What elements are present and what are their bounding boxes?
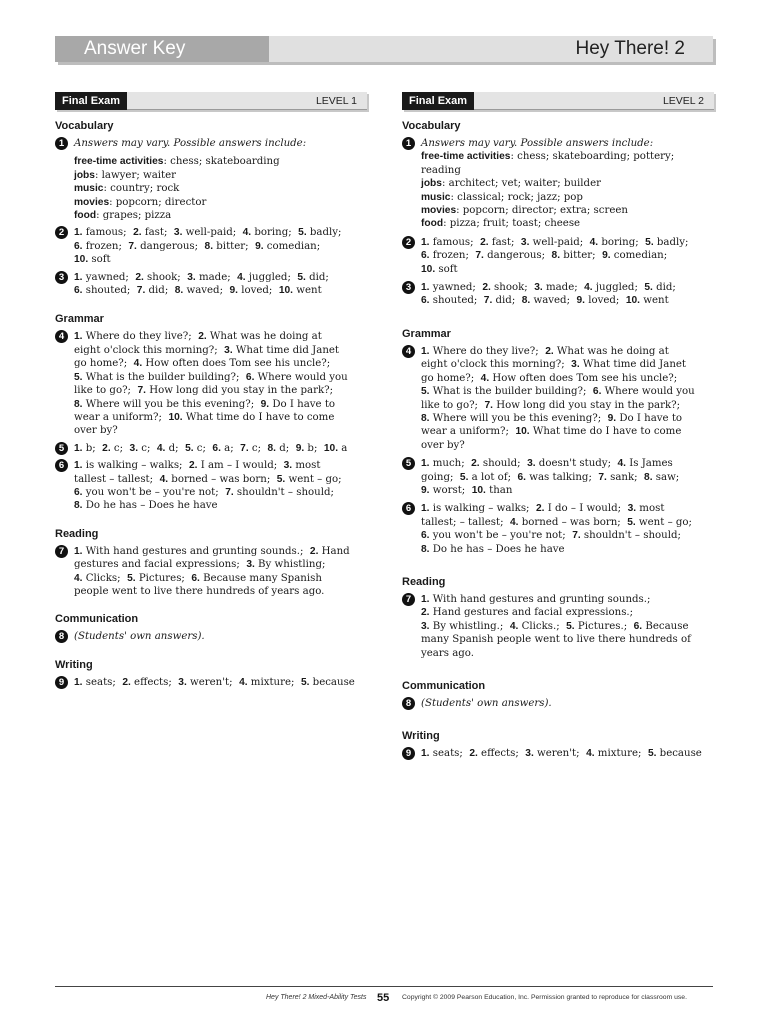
answer-note: Answers may vary. Possible answers include: bbox=[421, 138, 654, 149]
answer-line: 1. Where do they live?; 2. What was he doing at bbox=[74, 331, 322, 343]
answer-line: 8. Where will you be this evening?; 9. Do I have to bbox=[74, 398, 336, 410]
answer-line: years ago. bbox=[421, 647, 474, 659]
answer-item bbox=[402, 747, 714, 760]
answer-line: 2. Hand gestures and facial expressions.; bbox=[421, 607, 634, 619]
vocab-list bbox=[421, 150, 714, 230]
section-reading bbox=[402, 576, 714, 660]
answer-item bbox=[402, 281, 714, 308]
vocab-row bbox=[421, 177, 714, 190]
vocab-row bbox=[421, 191, 714, 204]
answer-line: wear a uniform?; 10. What time do I have to come bbox=[74, 411, 335, 423]
answer-line: eight o'clock this morning?; 3. What time did Janet bbox=[74, 344, 340, 356]
final-exam-bar bbox=[402, 92, 714, 110]
answer-line: 6. frozen; 7. dangerous; 8. bitter; 9. comedian; bbox=[421, 250, 668, 262]
question-number-badge: 1 bbox=[55, 137, 68, 150]
level-label: LEVEL 2 bbox=[662, 95, 704, 107]
answer-line: 6. you won't be – you're not; 7. shouldn't – should; bbox=[421, 530, 681, 542]
section-title: Vocabulary bbox=[402, 120, 461, 132]
section-title: Communication bbox=[402, 680, 486, 692]
vocab-category: jobs bbox=[421, 178, 442, 190]
section-writing bbox=[55, 659, 367, 689]
answer-item bbox=[402, 345, 714, 452]
question-number-badge: 2 bbox=[55, 226, 68, 239]
vocab-list bbox=[74, 155, 367, 222]
answer-line: going; 5. a lot of; 6. was talking; 7. sank; 8. saw; bbox=[421, 471, 680, 483]
answer-note: (Students' own answers). bbox=[421, 698, 552, 709]
vocab-row bbox=[74, 182, 367, 195]
section-vocabulary bbox=[402, 120, 714, 308]
section-writing bbox=[402, 730, 714, 760]
answer-item bbox=[402, 502, 714, 556]
answer-line: tallest – tallest; 4. borned – was born; 5. went – go; bbox=[74, 473, 342, 485]
header-bar bbox=[55, 36, 713, 62]
answer-line: 5. What is the builder building?; 6. Where would you bbox=[74, 371, 348, 383]
answer-line: like to go?; 7. How long did you stay in the park?; bbox=[74, 385, 334, 397]
question-number-badge: 5 bbox=[402, 457, 415, 470]
answer-line: 1. Where do they live?; 2. What was he doing at bbox=[421, 345, 669, 357]
vocab-values: : popcorn; director; extra; screen bbox=[456, 205, 628, 217]
answer-item bbox=[55, 459, 367, 513]
answer-line: 6. you won't be – you're not; 7. shouldn't – should; bbox=[74, 486, 334, 498]
copyright-notice: Copyright © 2009 Pearson Education, Inc. Permission granted to reproduce for classroom use. bbox=[402, 994, 687, 1001]
answer-key-title: Answer Key bbox=[55, 36, 269, 62]
answer-line: 1. much; 2. should; 3. doesn't study; 4. Is James bbox=[421, 458, 673, 470]
vocab-category: food bbox=[74, 210, 97, 222]
answer-note: (Students' own answers). bbox=[74, 631, 205, 643]
vocab-category: food bbox=[421, 218, 444, 230]
answer-line: over by? bbox=[74, 425, 118, 437]
vocab-category: free-time activities bbox=[421, 151, 511, 163]
answer-item bbox=[55, 545, 367, 599]
vocab-values: : classical; rock; jazz; pop bbox=[450, 191, 583, 203]
book-title: Hey There! 2 bbox=[575, 38, 685, 59]
answer-line: 10. soft bbox=[74, 254, 111, 266]
vocab-row bbox=[74, 169, 367, 182]
answer-line: 1. is walking – walks; 2. I do – I would; 3. most bbox=[421, 503, 665, 515]
answer-item bbox=[402, 137, 714, 231]
answer-item bbox=[55, 442, 367, 455]
answer-line: go home?; 4. How often does Tom see his uncle?; bbox=[421, 372, 678, 384]
final-exam-label: Final Exam bbox=[402, 92, 474, 110]
footer-book-title: Hey There! 2 Mixed-Ability Tests bbox=[266, 994, 367, 1001]
answer-item bbox=[55, 226, 367, 266]
question-number-badge: 7 bbox=[55, 545, 68, 558]
answer-line: gestures and facial expressions; 3. By whistling; bbox=[74, 559, 326, 571]
answer-item bbox=[402, 457, 714, 497]
section-title: Reading bbox=[402, 575, 446, 588]
answer-line: 1. seats; 2. effects; 3. weren't; 4. mixture; 5. because bbox=[421, 748, 702, 760]
section-title: Communication bbox=[55, 613, 139, 626]
answer-line: 3. By whistling.; 4. Clicks.; 5. Pictures.; 6. Because bbox=[421, 620, 689, 632]
answer-item bbox=[402, 236, 714, 276]
answer-item bbox=[55, 137, 367, 222]
right-column-level-2 bbox=[402, 92, 714, 761]
answer-line: 1. seats; 2. effects; 3. weren't; 4. mixture; 5. because bbox=[74, 676, 355, 688]
vocab-row bbox=[74, 209, 367, 222]
answer-line: tallest; – tallest; 4. borned – was born; 5. went – go; bbox=[421, 516, 692, 528]
answer-line: many Spanish people went to live there hundreds of bbox=[421, 634, 691, 646]
final-exam-bar bbox=[55, 92, 367, 110]
answer-line: 8. Do he has – Does he have bbox=[421, 543, 565, 555]
answer-line: 8. Where will you be this evening?; 9. Do I have to bbox=[421, 412, 683, 424]
level-label: LEVEL 1 bbox=[315, 95, 357, 107]
vocab-values: : pizza; fruit; toast; cheese bbox=[443, 218, 581, 230]
answer-item bbox=[55, 330, 367, 437]
answer-line: 9. worst; 10. than bbox=[421, 484, 513, 496]
vocab-category: movies bbox=[74, 196, 110, 208]
final-exam-label: Final Exam bbox=[55, 92, 127, 110]
vocab-row bbox=[74, 196, 367, 209]
section-grammar bbox=[402, 328, 714, 556]
question-number-badge: 2 bbox=[402, 236, 415, 249]
answer-line: 1. famous; 2. fast; 3. well-paid; 4. boring; 5. badly; bbox=[74, 227, 342, 239]
section-title: Grammar bbox=[55, 313, 104, 326]
vocab-values: reading bbox=[421, 164, 461, 176]
vocab-values: : chess; skateboarding; pottery; bbox=[510, 151, 675, 163]
answer-line: like to go?; 7. How long did you stay in the park?; bbox=[421, 399, 681, 411]
vocab-row bbox=[421, 204, 714, 217]
answer-line: over by? bbox=[421, 439, 465, 451]
vocab-row bbox=[74, 155, 367, 168]
vocab-category: free-time activities bbox=[74, 156, 164, 168]
answer-line: 1. With hand gestures and grunting sounds.; 2. Hand bbox=[74, 545, 350, 557]
left-column-level-1 bbox=[55, 92, 367, 689]
vocab-values: : grapes; pizza bbox=[96, 210, 172, 222]
vocab-category: jobs bbox=[74, 169, 95, 181]
vocab-category: music bbox=[421, 191, 451, 203]
answer-item bbox=[55, 630, 367, 643]
answer-line: 6. shouted; 7. did; 8. waved; 9. loved; 10. went bbox=[74, 285, 322, 297]
vocab-values: : lawyer; waiter bbox=[94, 169, 177, 181]
answer-item bbox=[402, 593, 714, 660]
answer-line: 4. Clicks; 5. Pictures; 6. Because many Spanish bbox=[74, 572, 322, 584]
answer-line: go home?; 4. How often does Tom see his uncle?; bbox=[74, 358, 331, 370]
answer-item bbox=[55, 676, 367, 689]
vocab-values: : architect; vet; waiter; builder bbox=[441, 178, 601, 190]
page-number: 55 bbox=[377, 992, 390, 1004]
answer-note: Answers may vary. Possible answers include: bbox=[74, 138, 307, 149]
question-number-badge: 8 bbox=[55, 630, 68, 643]
section-vocabulary bbox=[55, 120, 367, 297]
question-number-badge: 4 bbox=[402, 345, 415, 358]
answer-item bbox=[402, 697, 714, 710]
section-title: Writing bbox=[55, 658, 93, 671]
question-number-badge: 6 bbox=[402, 502, 415, 515]
question-number-badge: 9 bbox=[55, 676, 68, 689]
question-number-badge: 4 bbox=[55, 330, 68, 343]
section-title: Writing bbox=[402, 730, 440, 743]
section-communication bbox=[55, 613, 367, 643]
section-reading bbox=[55, 528, 367, 599]
question-number-badge: 3 bbox=[402, 281, 415, 294]
vocab-row bbox=[421, 217, 714, 230]
section-title: Vocabulary bbox=[55, 120, 114, 132]
answer-line: 1. famous; 2. fast; 3. well-paid; 4. boring; 5. badly; bbox=[421, 236, 689, 248]
section-title: Reading bbox=[55, 527, 99, 540]
answer-line: 6. frozen; 7. dangerous; 8. bitter; 9. comedian; bbox=[74, 240, 321, 252]
answer-line: 6. shouted; 7. did; 8. waved; 9. loved; 10. went bbox=[421, 295, 669, 307]
vocab-category: movies bbox=[421, 205, 457, 217]
vocab-values: : popcorn; director bbox=[109, 196, 207, 208]
answer-line: 1. is walking – walks; 2. I am – I would; 3. most bbox=[74, 460, 321, 472]
section-title: Grammar bbox=[402, 327, 451, 340]
answer-line: 10. soft bbox=[421, 263, 458, 275]
answer-line: eight o'clock this morning?; 3. What time did Janet bbox=[421, 359, 687, 371]
answer-line: 1. yawned; 2. shook; 3. made; 4. juggled; 5. did; bbox=[74, 271, 329, 283]
answer-line: 1. yawned; 2. shook; 3. made; 4. juggled; 5. did; bbox=[421, 282, 676, 294]
vocab-values: : chess; skateboarding bbox=[163, 156, 280, 168]
question-number-badge: 3 bbox=[55, 271, 68, 284]
question-number-badge: 6 bbox=[55, 459, 68, 472]
question-number-badge: 8 bbox=[402, 697, 415, 710]
vocab-values: : country; rock bbox=[103, 183, 180, 195]
answer-line: 1. b; 2. c; 3. c; 4. d; 5. c; 6. a; 7. c; 8. d; 9. b; 10. a bbox=[74, 442, 348, 454]
footer-rule bbox=[55, 986, 713, 987]
section-communication bbox=[402, 680, 714, 710]
answer-line: people went to live there hundreds of years ago. bbox=[74, 585, 325, 597]
answer-item bbox=[55, 271, 367, 298]
question-number-badge: 7 bbox=[402, 593, 415, 606]
section-grammar bbox=[55, 313, 367, 512]
answer-line: 8. Do he has – Does he have bbox=[74, 500, 218, 512]
vocab-row bbox=[421, 150, 714, 163]
question-number-badge: 5 bbox=[55, 442, 68, 455]
vocab-row bbox=[421, 164, 714, 177]
vocab-category: music bbox=[74, 183, 104, 195]
answer-line: 5. What is the builder building?; 6. Where would you bbox=[421, 386, 695, 398]
question-number-badge: 9 bbox=[402, 747, 415, 760]
answer-line: 1. With hand gestures and grunting sounds.; bbox=[421, 593, 651, 605]
question-number-badge: 1 bbox=[402, 137, 415, 150]
answer-line: wear a uniform?; 10. What time do I have to come bbox=[421, 426, 682, 438]
